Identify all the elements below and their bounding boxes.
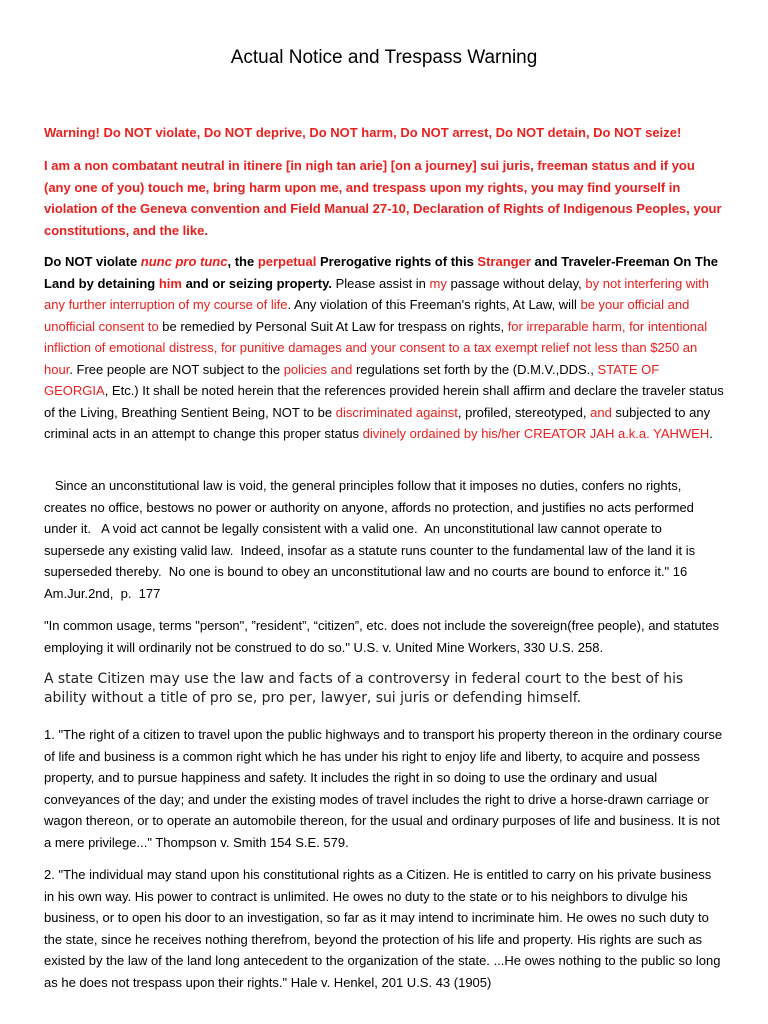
notice-text: , the xyxy=(227,254,258,269)
common-usage-paragraph: "In common usage, terms "person", ”resident”, “citizen”, etc. does not include the sovereign(free people), and statutes employing it will ordinarily not be construed to do so." U.S. v. United Mine Workers, 330 U.S. 258. xyxy=(44,618,720,655)
notice-text: passage without delay, xyxy=(446,275,586,291)
notice-emphasis: nunc pro tunc xyxy=(140,254,228,269)
notice-emphasis: policies and xyxy=(283,361,353,377)
notice-text: be remedied by Personal Suit At Law for trespass on rights, xyxy=(158,318,508,334)
declaration-paragraph: I am a non combatant neutral in itinere [in nigh tan arie] [on a journey] sui juris, freeman status and if you (any one of you) touch me, bring harm upon me, and trespass upon my rights, you may find yourself in violation of the Geneva convention and Field Manual 27-10, Declaration of Rights of Indigenous Peoples, your constitutions, and the like. xyxy=(44,158,722,238)
notice-text: Please assist in xyxy=(331,275,430,291)
notice-emphasis: divinely ordained by his/her CREATOR JAH a.k.a. YAHWEH xyxy=(362,426,710,441)
notice-text: . xyxy=(709,426,713,441)
notice-emphasis: him xyxy=(158,275,182,291)
notice-text: . Any violation of this Freeman's rights, At Law, will xyxy=(287,297,581,312)
notice-text: Do NOT violate xyxy=(44,254,141,269)
notice-emphasis: by not interfering with any further interruption of my course of life xyxy=(44,275,709,312)
notice-emphasis: Stranger xyxy=(477,254,531,269)
notice-emphasis: my xyxy=(429,275,447,291)
notice-text: and Traveler-Freeman On The Land by detaining xyxy=(44,254,719,291)
quote-paragraph-1: 1. "The right of a citizen to travel upon the public highways and to transport his property thereon in the ordinary course of life and business is a common right which he has under his right to enjoy life and liberty, to acquire and possess property, and to pursue happiness and safety. It includes the right in so doing to use the ordinary and usual conveyances of the day; and under the existing modes of travel includes the right to drive a horse-drawn carriage or wagon thereon, or to operate an automobile thereon, for the usual and ordinary purposes of life and business. It is not a mere privilege..." Thompson v. Smith 154 S.E. 579. xyxy=(44,727,723,850)
notice-text: regulations set forth by the (D.M.V.,DDS., xyxy=(352,361,598,377)
state-citizen-paragraph: A state Citizen may use the law and facts of a controversy in federal court to the best of his ability without a title of pro se, pro per, lawyer, sui juris or defending himself. xyxy=(44,671,684,706)
notice-text: subjected to any criminal acts in an attempt to change this proper status xyxy=(44,404,711,441)
notice-text: Prerogative rights of this xyxy=(316,254,478,269)
notice-emphasis: perpetual xyxy=(257,254,317,269)
warning-paragraph: Warning! Do NOT violate, Do NOT deprive, Do NOT harm, Do NOT arrest, Do NOT detain, Do NOT seize! xyxy=(44,125,682,140)
notice-emphasis: STATE OF GEORGIA xyxy=(44,361,660,398)
notice-text: , Etc.) It shall be noted herein that the references provided herein shall affirm and declare the traveler status of the Living, Breathing Sentient Being, NOT to be xyxy=(44,383,724,420)
notice-text: . Free people are NOT subject to the xyxy=(69,361,284,377)
notice-text: , profiled, stereotyped, xyxy=(457,404,591,420)
unconstitutional-law-paragraph: Since an unconstitutional law is void, the general principles follow that it imposes no duties, confers no rights, creates no office, bestows no power or authority on anyone, affords no protection, and justifies no acts performed under it. A void act cannot be legally consistent with a valid one. An unconstitutional law cannot operate to supersede any existing valid law. Indeed, insofar as a statute runs counter to the fundamental law of the land it is superseded thereby. No one is bound to obey an unconstitutional law and no courts are bound to enforce it." 16 Am.Jur.2nd, p. 177 xyxy=(44,478,699,601)
notice-emphasis: be your official and unofficial consent to xyxy=(44,297,690,334)
quote-paragraph-2: 2. "The individual may stand upon his constitutional rights as a Citizen. He is entitled to carry on his private business in his own way. His power to contract is unlimited. He owes no duty to the state or to his neighbors to divulge his business, or to open his door to an investigation, so far as it may intend to incriminate him. He owes no such duty to the state, since he receives nothing therefrom, beyond the protection of his life and property. His rights are such as existed by the law of the land long antecedent to the organization of the state. ...He owes nothing to the public so long as he does not trespass upon their rights." Hale v. Henkel, 201 U.S. 43 (1905) xyxy=(44,867,721,990)
notice-emphasis: and xyxy=(590,404,612,420)
notice-emphasis: discriminated against xyxy=(335,404,458,420)
notice-emphasis: for irreparable harm, for intentional infliction of emotional distress, for punitive damages and your consent to a tax exempt relief not less than $250 an hour xyxy=(44,318,708,377)
page-title: Actual Notice and Trespass Warning xyxy=(230,47,538,68)
notice-text: and or seizing property. xyxy=(181,275,332,291)
notice-paragraph xyxy=(44,251,724,445)
